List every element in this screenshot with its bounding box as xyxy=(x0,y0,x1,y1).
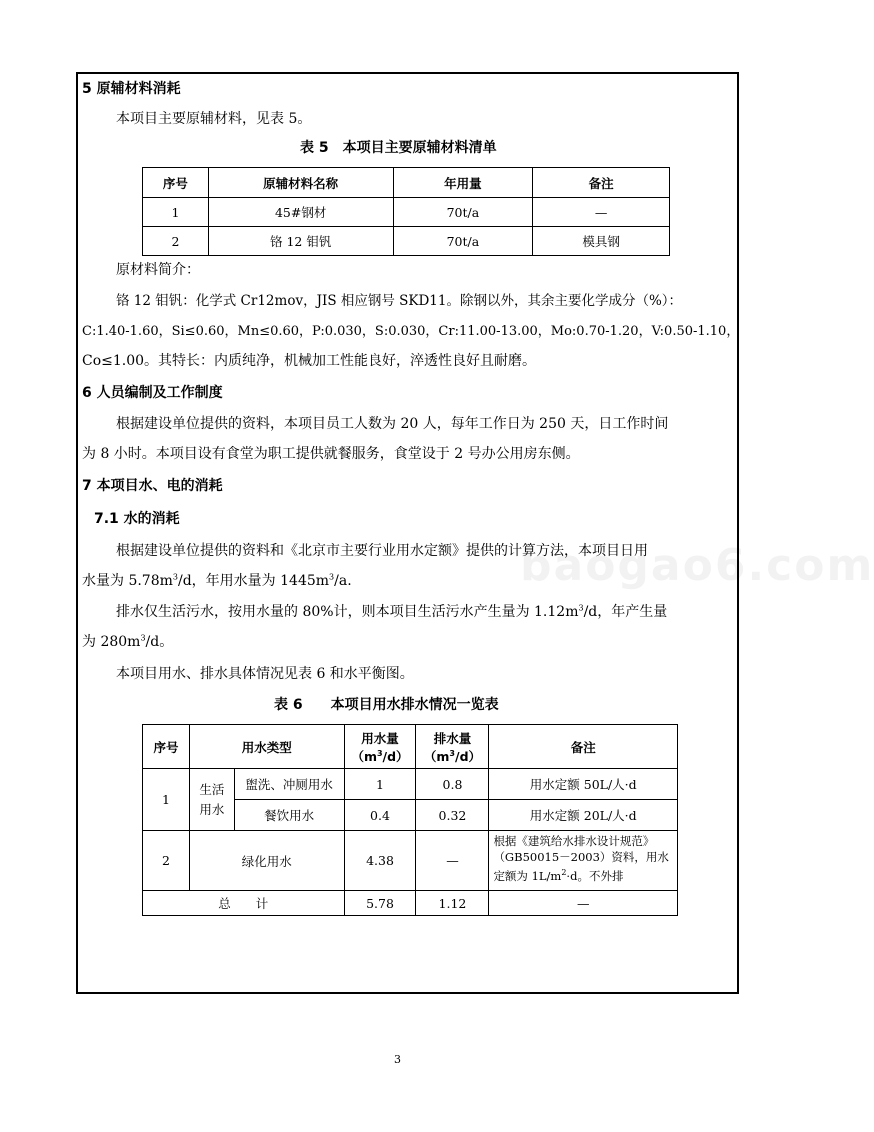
table5-cell: 45#钢材 xyxy=(208,198,393,227)
table5-caption: 表 5 本项目主要原辅材料清单 xyxy=(300,140,497,156)
section6-line: 根据建设单位提供的资料，本项目员工人数为 20 人，每年工作日为 250 天，日工作时间 xyxy=(116,416,669,432)
section71-heading: 7.1 水的消耗 xyxy=(94,511,180,527)
section7-heading: 7 本项目水、电的消耗 xyxy=(82,478,223,494)
table6-cell: — xyxy=(489,891,678,916)
section6-heading: 6 人员编制及工作制度 xyxy=(82,385,223,401)
table6-cell: 0.4 xyxy=(344,800,416,831)
table6-total-label: 总 计 xyxy=(143,891,345,916)
table-row xyxy=(143,831,678,891)
table6-cell: 生活用水 xyxy=(189,769,234,831)
water-para-line: 水量为 $5.78m^3/d$，年用水量为 $1445m^3/a$. xyxy=(82,572,352,589)
table6-cell: 餐饮用水 xyxy=(234,800,344,831)
table-row xyxy=(143,227,670,256)
table5-cell: — xyxy=(533,198,670,227)
table6-cell: 0.32 xyxy=(416,800,489,831)
table6-cell: 2 xyxy=(143,831,190,891)
table6-reference: 本项目用水、排水具体情况见表 6 和水平衡图。 xyxy=(116,666,414,682)
water-para-line: 根据建设单位提供的资料和《北京市主要行业用水定额》提供的计算方法，本项目日用 xyxy=(116,543,648,559)
drain-para-line: 为 $280m^3/d$。 xyxy=(82,633,174,650)
table6-header: 排水量 $(m^3/d)$ xyxy=(416,725,489,769)
table6-header: 用水量 $(m^3/d)$ xyxy=(344,725,416,769)
watermark: baogao6.com xyxy=(520,540,874,591)
table-row xyxy=(143,891,678,916)
material-desc-line: Co≤1.00。其特长：内质纯净，机械加工性能良好，淬透性良好且耐磨。 xyxy=(82,353,537,369)
section5-heading: 5 原辅材料消耗 xyxy=(82,81,181,97)
material-desc-line: 铬 12 钼钒：化学式 Cr12mov，JIS 相应钢号 SKD11。除钢以外，其余主要化学成分（%）： xyxy=(116,293,683,309)
table6-cell: 盥洗、冲厕用水 xyxy=(234,769,344,800)
table-row xyxy=(143,769,678,800)
drain-para-line: 排水仅生活污水，按用水量的 80%计，则本项目生活污水产生量为 $1.12m^3/d$，年产生量 xyxy=(116,603,668,620)
table6-header: 用水类型 xyxy=(189,725,344,769)
table6-cell: 4.38 xyxy=(344,831,416,891)
table6-cell: 1 xyxy=(344,769,416,800)
table6-header: 备注 xyxy=(489,725,678,769)
table6-cell: 1 xyxy=(143,769,190,831)
table6-header: 序号 xyxy=(143,725,190,769)
table6-cell: 用水定额 50L/人·d xyxy=(489,769,678,800)
table6-caption: 表 6 本项目用水排水情况一览表 xyxy=(274,697,499,713)
table5-header: 原辅材料名称 xyxy=(208,168,393,198)
table6-cell: 用水定额 20L/人·d xyxy=(489,800,678,831)
table5 xyxy=(142,167,670,256)
section5-intro: 本项目主要原辅材料，见表 5。 xyxy=(116,111,312,127)
table5-cell: 铬 12 钼钒 xyxy=(208,227,393,256)
table6 xyxy=(142,724,678,916)
table5-cell: 2 xyxy=(143,227,209,256)
table5-cell: 模具钢 xyxy=(533,227,670,256)
table5-header: 备注 xyxy=(533,168,670,198)
table5-cell: 1 xyxy=(143,198,209,227)
table5-cell: 70t/a xyxy=(393,227,533,256)
table6-cell: 5.78 xyxy=(344,891,416,916)
table5-cell: 70t/a xyxy=(393,198,533,227)
page-number: 3 xyxy=(394,1053,401,1066)
table6-cell: 绿化用水 xyxy=(189,831,344,891)
table-row xyxy=(143,198,670,227)
section6-line: 为 8 小时。本项目设有食堂为职工提供就餐服务，食堂设于 2 号办公用房东侧。 xyxy=(82,446,580,462)
table6-cell: 1.12 xyxy=(416,891,489,916)
table6-note-cell: 根据《建筑给水排水设计规范》（GB50015－2003）资料，用水定额为 $1L/m^2\cdot d$。不外排 xyxy=(489,831,678,891)
table6-cell: — xyxy=(416,831,489,891)
table5-header: 年用量 xyxy=(393,168,533,198)
material-desc-line: C:1.40-1.60，Si≤0.60，Mn≤0.60，P:0.030，S:0.030，Cr:11.00-13.00，Mo:0.70-1.20，V:0.50-1.10， xyxy=(82,324,740,339)
materials-title: 原材料简介： xyxy=(116,262,200,278)
table6-cell: 0.8 xyxy=(416,769,489,800)
table5-header: 序号 xyxy=(143,168,209,198)
